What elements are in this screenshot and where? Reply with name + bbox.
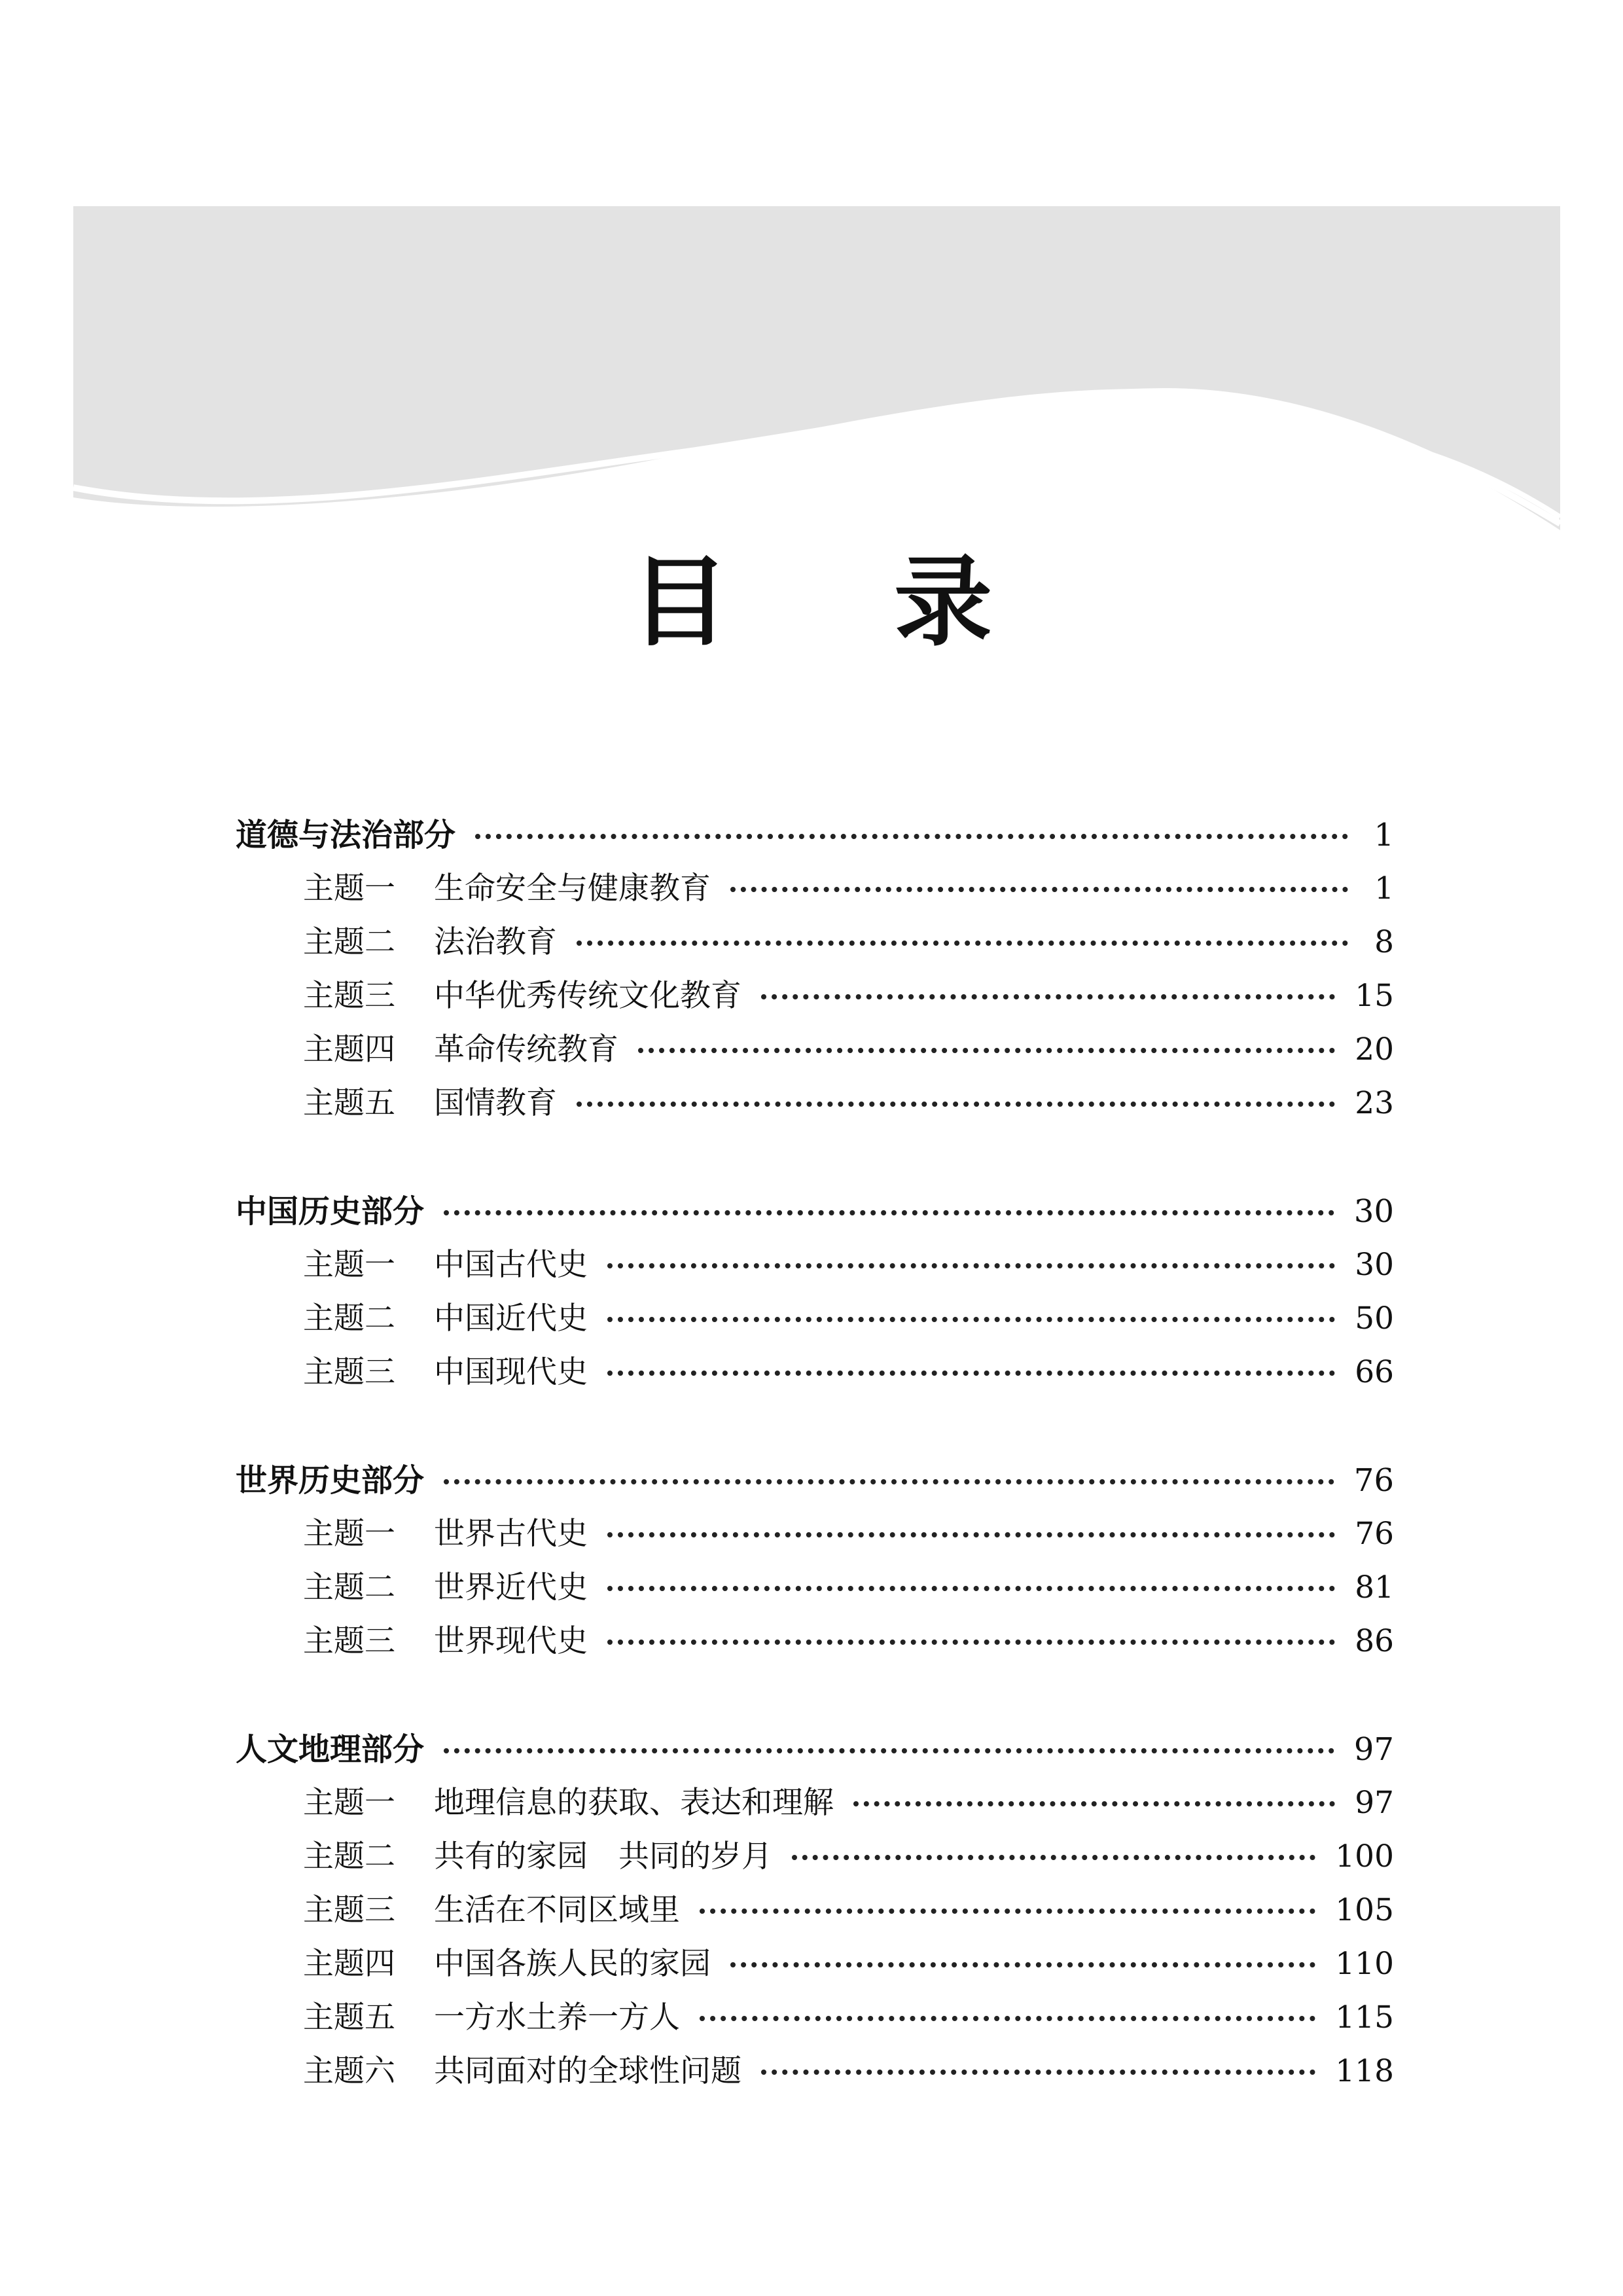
topic-number: 主题一 — [303, 1785, 395, 1821]
page-number: 97 — [1355, 1785, 1394, 1821]
toc-topic-entry[interactable] — [236, 969, 1394, 1023]
topic-title: 一方水土养一方人 — [434, 2000, 680, 2036]
page-number: 20 — [1355, 1031, 1394, 1067]
page-number: 1 — [1374, 870, 1394, 906]
toc-section-heading[interactable] — [236, 808, 1394, 862]
toc-topic-entry[interactable] — [236, 2045, 1394, 2098]
toc-topic-entry[interactable] — [236, 1937, 1394, 1991]
dot-leader — [607, 1263, 1335, 1268]
toc-topic-entry[interactable] — [236, 916, 1394, 969]
toc-topic-entry[interactable] — [236, 1292, 1394, 1346]
topic-number: 主题二 — [303, 924, 395, 960]
header-banner — [0, 0, 1623, 589]
dot-leader — [638, 1048, 1335, 1053]
topic-number: 主题五 — [303, 2000, 395, 2036]
topic-number: 主题一 — [303, 870, 395, 906]
toc-topic-entry[interactable] — [236, 1776, 1394, 1830]
dot-leader — [607, 1317, 1335, 1322]
topic-number: 主题一 — [303, 1516, 395, 1552]
page-number: 76 — [1353, 1462, 1394, 1499]
topic-title: 中华优秀传统文化教育 — [434, 978, 741, 1014]
topic-title: 中国现代史 — [434, 1354, 588, 1390]
page-number: 50 — [1355, 1300, 1394, 1336]
topic-title: 革命传统教育 — [434, 1031, 618, 1067]
toc-topic-entry[interactable] — [236, 1238, 1394, 1292]
topic-title: 法治教育 — [434, 924, 557, 960]
topic-title: 世界现代史 — [434, 1623, 588, 1659]
toc-section — [236, 1454, 1394, 1668]
topic-number: 主题三 — [303, 978, 395, 1014]
toc-section-heading[interactable] — [236, 1185, 1394, 1238]
page-number: 76 — [1355, 1516, 1394, 1552]
dot-leader — [577, 1102, 1335, 1107]
page-number: 1 — [1374, 817, 1394, 853]
dot-leader — [700, 2016, 1315, 2021]
dot-leader — [607, 1371, 1335, 1376]
topic-number: 主题三 — [303, 1354, 395, 1390]
toc-topic-entry[interactable] — [236, 1991, 1394, 2045]
dot-leader — [730, 887, 1348, 892]
topic-title: 中国近代史 — [434, 1300, 588, 1336]
page-title: 目 录 — [630, 545, 1058, 660]
dot-leader — [607, 1532, 1335, 1537]
topic-title: 国情教育 — [434, 1085, 557, 1121]
dot-leader — [761, 994, 1335, 999]
topic-number: 主题四 — [303, 1031, 395, 1067]
dot-leader — [607, 1640, 1335, 1645]
topic-number: 主题三 — [303, 1623, 395, 1659]
dot-leader — [853, 1801, 1335, 1806]
page-number: 8 — [1374, 924, 1394, 960]
toc-topic-entry[interactable] — [236, 1884, 1394, 1937]
toc-section-heading[interactable] — [236, 1454, 1394, 1507]
topic-title: 生命安全与健康教育 — [434, 870, 711, 906]
toc-section — [236, 1723, 1394, 2098]
topic-title: 生活在不同区域里 — [434, 1892, 680, 1928]
topic-title: 共同面对的全球性问题 — [434, 2053, 741, 2089]
topic-number: 主题一 — [303, 1247, 395, 1283]
dot-leader — [607, 1586, 1335, 1591]
toc-section-heading[interactable] — [236, 1723, 1394, 1776]
toc-section — [236, 808, 1394, 1130]
page-number: 110 — [1335, 1946, 1394, 1982]
page-number: 100 — [1335, 1839, 1394, 1874]
topic-number: 主题六 — [303, 2053, 395, 2089]
section-title: 中国历史部分 — [236, 1193, 425, 1230]
topic-number: 主题三 — [303, 1892, 395, 1928]
page-number: 30 — [1353, 1193, 1394, 1230]
page-number: 81 — [1355, 1570, 1394, 1605]
dot-leader — [577, 941, 1348, 946]
table-of-contents — [236, 808, 1394, 2153]
page-number: 30 — [1355, 1247, 1394, 1283]
toc-topic-entry[interactable] — [236, 1615, 1394, 1668]
toc-topic-entry[interactable] — [236, 1507, 1394, 1561]
toc-topic-entry[interactable] — [236, 1023, 1394, 1077]
topic-number: 主题五 — [303, 1085, 395, 1121]
page-number: 97 — [1353, 1731, 1394, 1768]
dot-leader — [444, 1210, 1334, 1215]
page-number: 66 — [1355, 1354, 1394, 1390]
topic-title: 地理信息的获取、表达和理解 — [434, 1785, 834, 1821]
topic-number: 主题四 — [303, 1946, 395, 1982]
toc-section — [236, 1185, 1394, 1399]
page-number: 115 — [1335, 2000, 1394, 2036]
topic-number: 主题二 — [303, 1570, 395, 1605]
dot-leader — [730, 1962, 1315, 1967]
topic-number: 主题二 — [303, 1300, 395, 1336]
toc-topic-entry[interactable] — [236, 1346, 1394, 1399]
banner-shape — [73, 206, 1560, 530]
section-title: 人文地理部分 — [236, 1731, 425, 1768]
toc-topic-entry[interactable] — [236, 1830, 1394, 1884]
dot-leader — [700, 1909, 1315, 1914]
page-number: 23 — [1355, 1085, 1394, 1121]
toc-topic-entry[interactable] — [236, 1077, 1394, 1130]
toc-topic-entry[interactable] — [236, 1561, 1394, 1615]
dot-leader — [444, 1748, 1334, 1753]
topic-number: 主题二 — [303, 1839, 395, 1874]
topic-title: 中国古代史 — [434, 1247, 588, 1283]
page-number: 86 — [1355, 1623, 1394, 1659]
dot-leader — [761, 2070, 1315, 2075]
toc-topic-entry[interactable] — [236, 862, 1394, 916]
section-title: 道德与法治部分 — [236, 817, 456, 853]
dot-leader — [792, 1855, 1315, 1860]
dot-leader — [475, 834, 1348, 839]
topic-title: 世界古代史 — [434, 1516, 588, 1552]
topic-title: 世界近代史 — [434, 1570, 588, 1605]
page-number: 105 — [1335, 1892, 1394, 1928]
page-number: 118 — [1335, 2053, 1394, 2089]
topic-title: 共有的家园 共同的岁月 — [434, 1839, 772, 1874]
section-title: 世界历史部分 — [236, 1462, 425, 1499]
dot-leader — [444, 1479, 1334, 1484]
page-number: 15 — [1355, 978, 1394, 1014]
topic-title: 中国各族人民的家园 — [434, 1946, 711, 1982]
